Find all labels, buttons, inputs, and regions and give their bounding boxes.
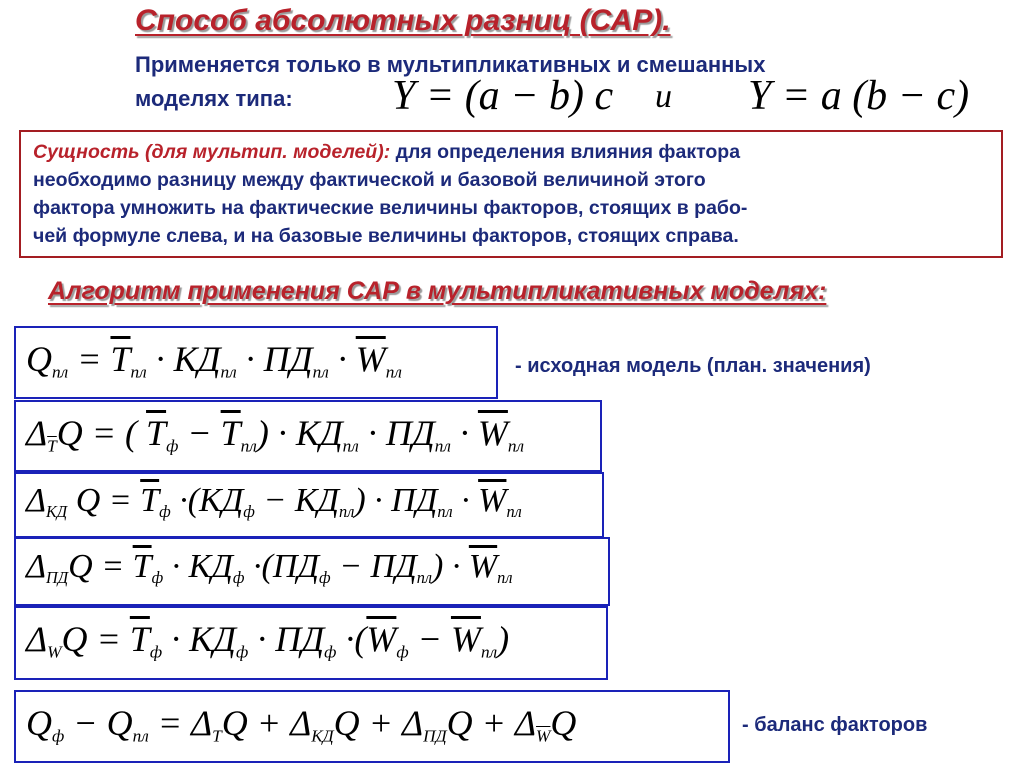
applies-line-1: Применяется только в мультипликативных и смешанных [135,52,766,77]
essence-line-1: для определения влияния фактора [395,141,741,163]
essence-box [19,130,1003,258]
slide-title: Способ абсолютных разниц (САР). [135,4,671,37]
formula-base-model-text: $Q_{пл} = \overline{T}_{пл} \cdot КД_{пл} \cdot ПД_{пл} \cdot \overline{W}_{пл}$ [26,339,402,382]
essence-label: Сущность (для мультип. моделей): [33,141,391,163]
essence-line-4: чей формуле слева, и на базовые величины факторов, стоящих справа. [33,225,739,247]
formula-delta-w [14,606,608,680]
formula-balance-text: $Q_ф - Q_{пл} = \Delta_TQ + \Delta_{КД}Q + \Delta_{ПД}Q + \Delta_{\overline{W}}Q$ [26,703,577,746]
algorithm-title: Алгоритм применения САР в мультипликативных моделях: [48,277,827,305]
formula-delta-t [14,400,602,472]
formula-delta-t-text: $\Delta_{\overline{T}}Q$ = ( $\overline{T}_ф - \overline{T}_{пл}) \cdot КД_{пл} \cdot ПД_{пл} \cdot \overline{W}_{пл}$ [26,413,525,456]
formula-balance [14,690,730,763]
formula-base-model [14,326,498,399]
formula-delta-kd-text: $\Delta_{КД}$ $Q = \overline{T}_ф \cdot(КД_ф - КД_{пл}) \cdot ПД_{пл} \cdot \overline{W}_{пл}$ [26,482,522,522]
formula-delta-pd-text: $\Delta_{ПД}Q = \overline{T}_ф \cdot КД_ф \cdot(ПД_ф - ПД_{пл}) \cdot \overline{W}_{пл}$ [26,548,513,588]
essence-line-2: необходимо разницу между фактической и базовой величиной этого [33,169,706,191]
model-formula-1: Y = (a − b) c [392,73,614,119]
applies-line-2: моделях типа: [135,86,293,111]
formula-conjunction: и [655,78,672,115]
essence-line-3: фактора умножить на фактические величины факторов, стоящих в рабо- [33,197,748,219]
formula-delta-w-text: $\Delta_WQ = \overline{T}_ф \cdot КД_ф \cdot ПД_ф \cdot(\overline{W}_ф - \overline{W}_{пл})$ [26,619,510,662]
formula-delta-pd [14,537,610,606]
formula-delta-kd [14,472,604,538]
note-factor-balance: - баланс факторов [742,714,928,736]
model-formula-2: Y = a (b − c) [748,73,970,119]
note-initial-model: - исходная модель (план. значения) [515,355,871,377]
